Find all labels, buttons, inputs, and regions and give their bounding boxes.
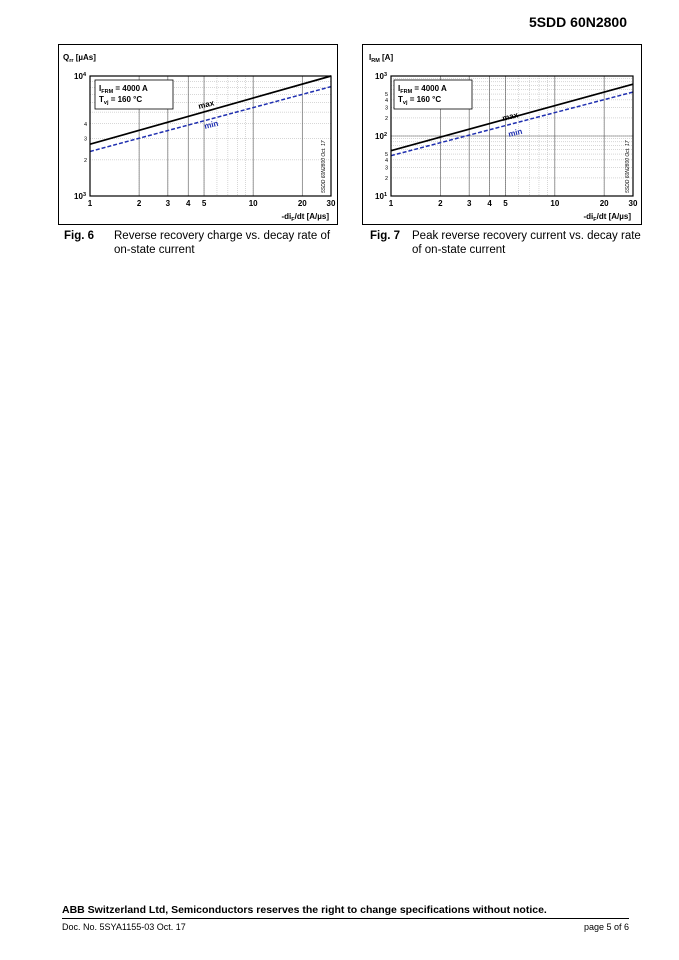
fig6-legend-line1: $I_{FRM} = 4000$ A: [99, 84, 148, 95]
fig6-y-axis-label: $Q_{rr}$ [µAs]: [63, 53, 96, 64]
document-title: 5SDD 60N2800: [528, 14, 627, 30]
fig6-chart-svg: [59, 45, 339, 226]
fig6-x-tick-label: 30: [326, 199, 336, 208]
fig6-chart: [58, 44, 338, 225]
fig7-x-tick-label: 30: [628, 199, 638, 208]
fig7-chart: [362, 44, 642, 225]
fig7-y-minor-tick-label: 2: [384, 115, 388, 122]
fig7-x-tick-label: 20: [599, 199, 609, 208]
doc-no-label: Doc. No.: [62, 922, 98, 932]
fig7-y-minor-tick-label: 2: [384, 175, 388, 182]
fig6-y-minor-tick-label: 3: [83, 136, 87, 143]
fig7-y-major-tick-label: $10^3$: [375, 72, 387, 81]
fig7-y-minor-tick-label: 3: [384, 165, 388, 172]
fig6-x-tick-label: 10: [248, 199, 258, 208]
fig7-legend-line2: $T_{vj} = 160$ °C: [398, 95, 442, 106]
fig6-max-label: max: [197, 98, 216, 111]
footer-notice: ABB Switzerland Ltd, Semiconductors reserves the right to change specifications without notice.: [62, 904, 547, 916]
fig6-min-label: min: [203, 118, 220, 131]
footer-page-number: page 5 of 6: [583, 922, 629, 932]
fig7-x-tick-label: 4: [487, 199, 492, 208]
fig7-min-label: min: [507, 126, 524, 139]
fig6-legend: [95, 80, 173, 109]
fig7-y-minor-tick-label: 5: [384, 92, 388, 99]
fig7-y-axis-label: $I_{RM}$ [A]: [369, 53, 394, 64]
fig7-max-label: max: [501, 110, 520, 123]
fig6-x-tick-label: 4: [186, 199, 191, 208]
fig7-y-minor-tick-label: 4: [384, 157, 388, 164]
fig6-caption: Reverse recovery charge vs. decay rate of on-state current: [114, 230, 331, 256]
fig7-version-label: 5SDD 60N2800 Oct. 17: [625, 140, 631, 193]
fig6-y-minor-tick-label: 2: [83, 157, 87, 164]
fig7-y-minor-tick-label: 4: [384, 97, 388, 104]
fig6-y-major-tick-label: $10^3$: [74, 192, 86, 201]
fig6-label: Fig. 6: [64, 230, 95, 242]
fig6-x-tick-label: 1: [87, 199, 93, 208]
fig6-version-label: 5SDD 60N2800 Oct. 17: [321, 140, 327, 193]
fig6-x-tick-label: 20: [297, 199, 307, 208]
fig7-x-tick-label: 1: [388, 199, 394, 208]
fig7-y-major-tick-label: $10^2$: [375, 132, 387, 141]
fig7-x-tick-label: 2: [438, 199, 443, 208]
fig7-x-tick-label: 3: [466, 199, 472, 208]
fig6-x-tick-label: 2: [136, 199, 142, 208]
fig7-y-minor-tick-label: 5: [384, 152, 388, 159]
fig6-y-minor-tick-label: 4: [83, 121, 87, 128]
fig6-x-tick-label: 3: [165, 199, 171, 208]
footer-doc-number: [62, 922, 186, 932]
fig7-y-major-tick-label: $10^1$: [375, 192, 387, 201]
fig7-legend-line1: $I_{FRM} = 4000$ A: [398, 84, 447, 95]
fig7-label: Fig. 7: [370, 230, 401, 242]
fig6-legend-line2: $T_{vj} = 160$ °C: [99, 95, 143, 106]
fig7-x-tick-label: 10: [550, 199, 560, 208]
fig7-x-axis-label: $-di_F/dt$ [A/µs]: [583, 212, 631, 223]
fig6-x-axis-label: $-di_F/dt$ [A/µs]: [281, 212, 329, 223]
fig7-x-tick-label: 5: [503, 199, 508, 208]
fig6-y-major-tick-label: $10^4$: [74, 72, 86, 81]
footer-divider: [62, 918, 629, 919]
fig7-caption: Peak reverse recovery current vs. decay rate of on-state current: [412, 230, 641, 256]
doc-no-value: 5SYA1155-03 Oct. 17: [99, 922, 186, 932]
fig7-y-minor-tick-label: 3: [384, 105, 388, 112]
fig7-legend: [394, 80, 472, 109]
fig6-x-tick-label: 5: [201, 199, 207, 208]
fig7-chart-svg: [363, 45, 643, 226]
